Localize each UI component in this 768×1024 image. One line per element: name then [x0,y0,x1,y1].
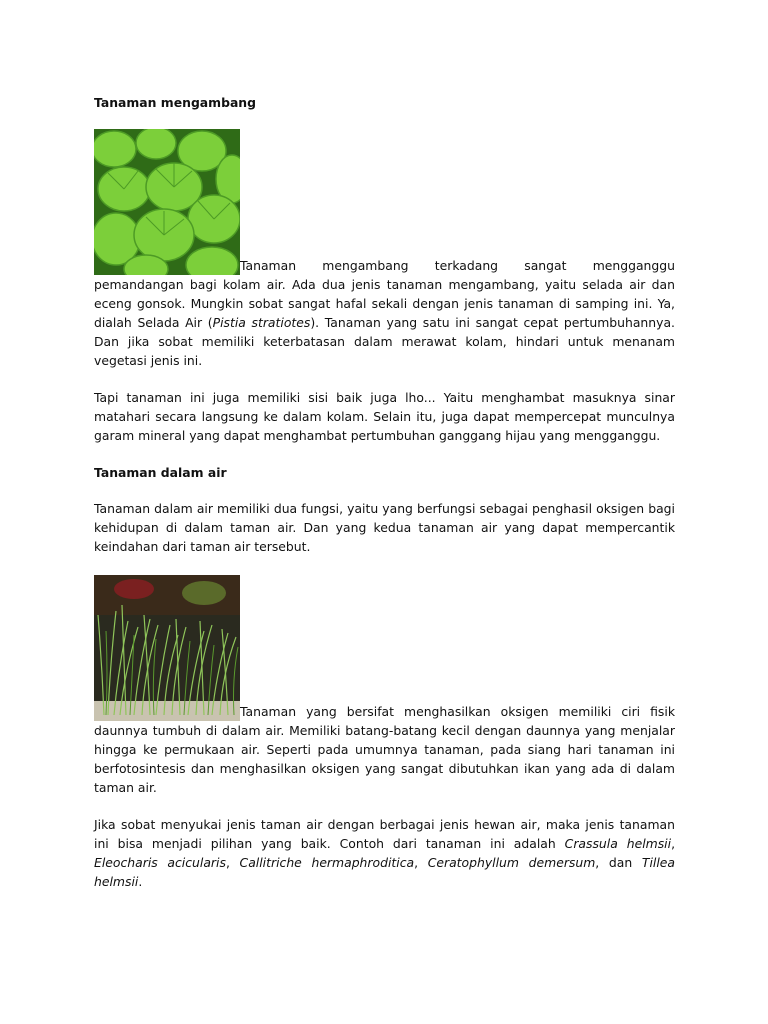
paragraph-floating-1 [94,129,675,370]
species-name: Ceratophyllum demersum [427,855,596,870]
paragraph-submerged-2-text: Jika sobat menyukai jenis taman air dengan berbagai jenis hewan air, maka jenis tanaman ini bisa menjadi pilihan yang baik. Contoh dari tanaman ini adalah [94,817,675,851]
separator: , dan [595,855,642,870]
paragraph-submerged-intro: Tanaman dalam air memiliki dua fungsi, yaitu yang berfungsi sebagai penghasil oksigen bagi kehidupan di dalam taman air. Dan yang kedua tanaman air yang dapat mempercantik keindahan dari taman air tersebut. [94,501,675,554]
pistia-scientific-name: Pistia stratiotes [212,315,311,330]
separator: , [414,855,428,870]
document-content [94,93,675,909]
separator: , [671,836,676,851]
paragraph-submerged-2 [94,815,675,891]
paragraph-floating-2: Tapi tanaman ini juga memiliki sisi baik juga lho... Yaitu menghambat masuknya sinar matahari secara langsung ke dalam kolam. Selain itu, juga dapat mempercepat munculnya garam mineral yang dapat menghambat pertumbuhan ganggang hijau yang mengganggu. [94,390,675,443]
period: . [138,874,143,889]
paragraph-floating-1-end: ). Tanaman yang satu ini sangat cepat pertumbuhannya. Dan jika sobat memiliki keterbatasan dalam merawat kolam, hindari untuk menanam vegetasi jenis ini. [94,315,675,368]
section-heading-floating: Tanaman mengambang [94,95,257,110]
paragraph-floating-1-text: Tanaman mengambang terkadang sangat mengganggu pemandangan bagi kolam air. Ada dua jenis tanaman mengambang, yaitu selada air dan eceng gonsok. Mungkin sobat sangat hafal sekali dengan jenis tanaman di samping ini. Ya, dialah Selada Air ( [94,258,675,330]
pistia-illustration [94,129,240,275]
paragraph-submerged-1-text: Tanaman yang bersifat menghasilkan oksigen memiliki ciri fisik daunnya tumbuh di dalam air. Memiliki batang-batang kecil dengan daunnya yang menjalar hingga ke permukaan air. Seperti pada umumnya tanaman, pada siang hari tanaman ini berfotosintesis dan menghasilkan oksigen yang sangat dibutuhkan ikan yang ada di dalam taman air. [94,704,675,795]
species-name: Crassula helmsii [564,836,672,851]
section-heading-submerged: Tanaman dalam air [94,465,227,480]
paragraph-submerged-1 [94,575,675,797]
eleocharis-image [94,575,240,721]
grass-illustration [94,575,240,721]
species-name: Eleocharis acicularis [94,855,226,870]
separator: , [225,855,240,870]
species-name: Callitriche hermaphroditica [239,855,415,870]
pistia-image [94,129,240,275]
species-name: Tillea helmsii [94,855,675,889]
